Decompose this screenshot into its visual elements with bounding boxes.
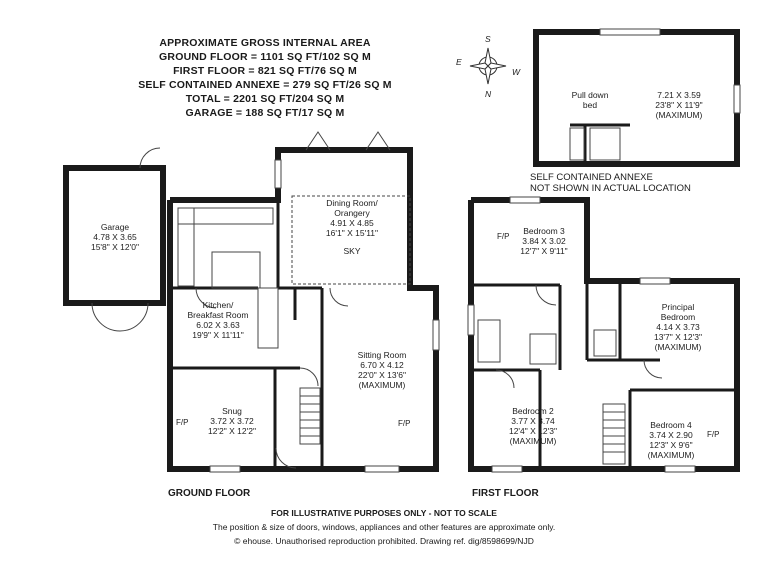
snug-fireplace: F/P bbox=[176, 418, 189, 427]
annexe-room-label bbox=[634, 90, 724, 120]
bedroom2-dims: 3.77 X 3.74 bbox=[511, 416, 555, 426]
sitting-label bbox=[338, 350, 426, 390]
garage-name: Garage bbox=[100, 222, 130, 232]
bedroom4-fireplace: F/P bbox=[707, 430, 720, 439]
bedroom2-max: (MAXIMUM) bbox=[509, 436, 557, 446]
area-annexe: SELF CONTAINED ANNEXE = 279 SQ FT/26 SQ M bbox=[138, 79, 392, 91]
kitchen-name1: Kitchen/ bbox=[202, 300, 234, 310]
snug-dims: 3.72 X 3.72 bbox=[210, 416, 254, 426]
sitting-fireplace: F/P bbox=[398, 419, 411, 428]
area-total: TOTAL = 2201 SQ FT/204 SQ M bbox=[185, 93, 345, 105]
bedroom4-imperial: 12'3" X 9'6" bbox=[649, 440, 693, 450]
bedroom3-name: Bedroom 3 bbox=[523, 226, 565, 236]
bedroom4-max: (MAXIMUM) bbox=[647, 450, 695, 460]
bedroom4-dims: 3.74 X 2.90 bbox=[649, 430, 693, 440]
snug-name: Snug bbox=[222, 406, 242, 416]
sitting-max: (MAXIMUM) bbox=[358, 380, 406, 390]
compass-e: E bbox=[456, 57, 462, 67]
kitchen-name2: Breakfast Room bbox=[187, 310, 249, 320]
garage-imperial: 15'8" X 12'0" bbox=[90, 242, 140, 252]
dining-imperial: 16'1" X 15'11" bbox=[325, 228, 379, 238]
ground-floor-title: GROUND FLOOR bbox=[168, 488, 251, 499]
garage-label bbox=[74, 222, 156, 252]
bedroom2-imperial: 12'4" X 12'3" bbox=[508, 426, 558, 436]
snug-imperial: 12'2" X 12'2" bbox=[207, 426, 257, 436]
sitting-dims: 6.70 X 4.12 bbox=[360, 360, 404, 370]
annexe-bed-line1: Pull down bbox=[571, 90, 609, 100]
bedroom3-dims: 3.84 X 3.02 bbox=[522, 236, 566, 246]
annexe-room-max: (MAXIMUM) bbox=[655, 110, 703, 120]
compass-w: W bbox=[512, 67, 521, 77]
compass-s: S bbox=[485, 34, 491, 44]
annexe-bed-label bbox=[560, 90, 620, 110]
garage-dims: 4.78 X 3.65 bbox=[93, 232, 137, 242]
first-floor-title: FIRST FLOOR bbox=[472, 488, 539, 499]
principal-name1: Principal bbox=[661, 302, 695, 312]
sitting-imperial: 22'0" X 13'6" bbox=[357, 370, 407, 380]
footer-copyright: © ehouse. Unauthorised reproduction prohibited. Drawing ref. dig/8598699/NJD bbox=[234, 536, 534, 546]
annexe-room-imperial: 23'8" X 11'9" bbox=[655, 100, 703, 110]
dining-name1: Dining Room/ bbox=[326, 198, 378, 208]
stairs-first bbox=[603, 404, 625, 464]
bedroom2-name: Bedroom 2 bbox=[512, 406, 554, 416]
principal-max: (MAXIMUM) bbox=[654, 342, 702, 352]
annexe-note-line2: NOT SHOWN IN ACTUAL LOCATION bbox=[530, 183, 691, 194]
area-first-floor: FIRST FLOOR = 821 SQ FT/76 SQ M bbox=[173, 65, 357, 77]
snug-label bbox=[196, 406, 268, 436]
bedroom3-imperial: 12'7" X 9'11" bbox=[520, 246, 568, 256]
bedroom4-label bbox=[636, 420, 706, 460]
bedroom3-label bbox=[506, 226, 582, 256]
principal-label bbox=[634, 302, 722, 352]
area-garage: GARAGE = 188 SQ FT/17 SQ M bbox=[185, 107, 345, 119]
principal-imperial: 13'7" X 12'3" bbox=[653, 332, 703, 342]
annexe-note bbox=[530, 172, 691, 194]
area-ground-floor: GROUND FLOOR = 1101 SQ FT/102 SQ M bbox=[159, 51, 371, 63]
footer-disclaimer: FOR ILLUSTRATIVE PURPOSES ONLY - NOT TO SCALE bbox=[271, 508, 497, 518]
bedroom2-label bbox=[494, 406, 572, 446]
compass-icon bbox=[470, 48, 506, 84]
dining-label bbox=[300, 198, 404, 256]
kitchen-dims: 6.02 X 3.63 bbox=[196, 320, 240, 330]
annexe-room-dims: 7.21 X 3.59 bbox=[657, 90, 701, 100]
bedroom4-name: Bedroom 4 bbox=[650, 420, 692, 430]
principal-dims: 4.14 X 3.73 bbox=[656, 322, 700, 332]
dining-sky: SKY bbox=[343, 246, 361, 256]
stairs-ground bbox=[300, 388, 320, 444]
compass-n: N bbox=[485, 89, 492, 99]
annexe-bed-line2: bed bbox=[582, 100, 598, 110]
kitchen-imperial: 19'9" X 11'11" bbox=[192, 330, 244, 340]
dining-name2: Orangery bbox=[334, 208, 370, 218]
annexe-note-line1: SELF CONTAINED ANNEXE bbox=[530, 172, 653, 183]
dining-dims: 4.91 X 4.85 bbox=[330, 218, 374, 228]
sitting-name: Sitting Room bbox=[357, 350, 407, 360]
kitchen-label bbox=[182, 300, 254, 340]
principal-name2: Bedroom bbox=[660, 312, 696, 322]
footer-note: The position & size of doors, windows, appliances and other features are approximate only. bbox=[212, 522, 556, 532]
area-heading: APPROXIMATE GROSS INTERNAL AREA bbox=[159, 37, 371, 49]
bedroom3-fireplace: F/P bbox=[497, 232, 510, 241]
